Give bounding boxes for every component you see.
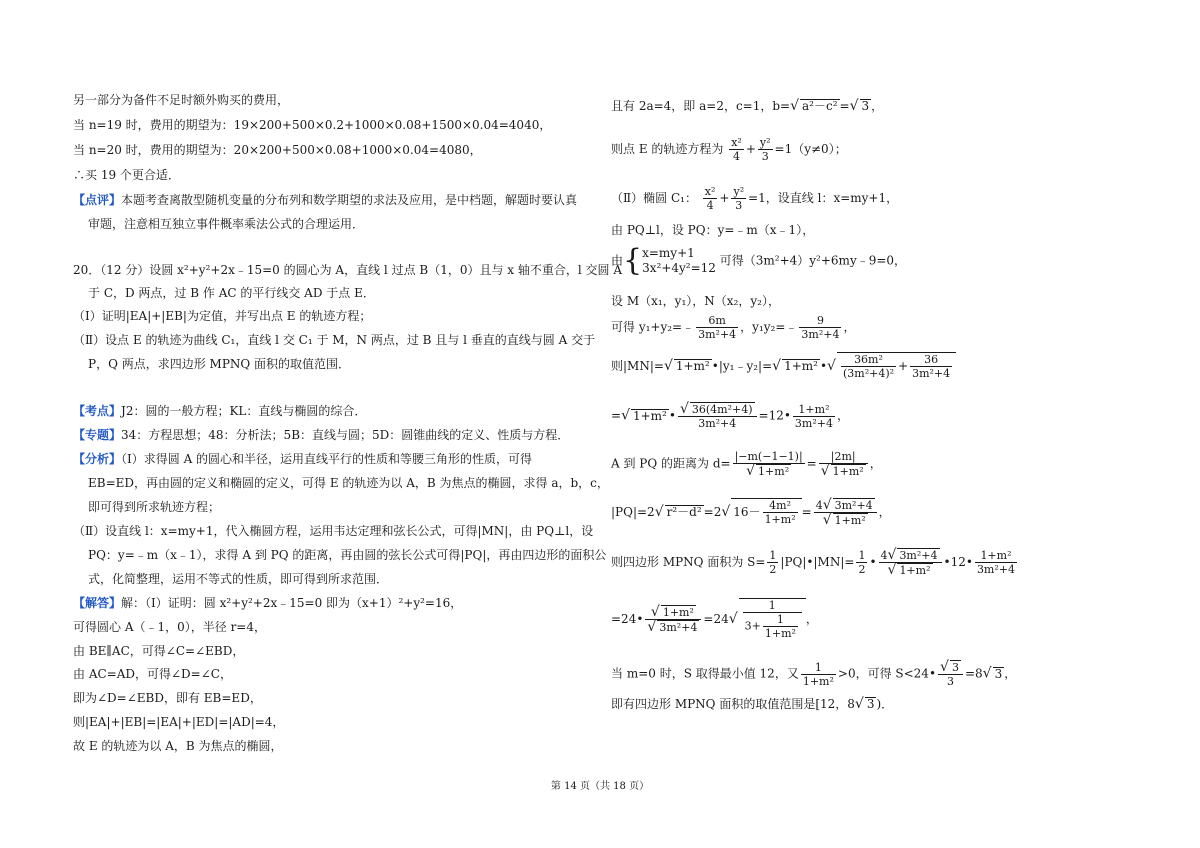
fraction bbox=[938, 660, 963, 688]
text-line: EB=ED，再由圆的定义和椭圆的定义，可得 E 的轨迹为以 A，B 为焦点的椭圆，求得 a，b，c， bbox=[88, 476, 609, 490]
fx-tag: 【分析】 bbox=[73, 452, 122, 466]
text: 可得 y₁+y₂=﹣ bbox=[611, 320, 695, 334]
formula-line bbox=[611, 598, 818, 640]
num: 4√ 3m²+4 bbox=[879, 548, 942, 563]
text: =1（y≠0）； bbox=[774, 142, 847, 156]
sqrt-body bbox=[731, 498, 801, 526]
num: 4√ 3m²+4 bbox=[814, 498, 877, 513]
den: √ 1+m² bbox=[746, 463, 790, 479]
text-line: 可得圆心 A（﹣1，0），半径 r=4， bbox=[73, 620, 266, 634]
formula-line: 则点 E 的轨迹方程为 $\frac{\text{x²}}{4}$ + $\frac{\text{y²}}{3}$ =1（y≠0）； bbox=[611, 136, 847, 163]
text-line: （Ⅱ）设直线 l：x=my+1，代入椭圆方程，运用韦达定理和弦长公式，可得|MN|，由 PQ⊥l，设 bbox=[73, 524, 594, 538]
text: 则点 E 的轨迹方程为 bbox=[611, 142, 724, 156]
fraction bbox=[814, 498, 877, 527]
den: 3m²+4 bbox=[698, 328, 737, 341]
num: x² bbox=[704, 185, 716, 198]
text: 当 m=0 时，S 取得最小值 12，又 bbox=[611, 666, 799, 681]
system bbox=[642, 246, 716, 276]
text: =8 bbox=[964, 666, 983, 681]
text: ， bbox=[878, 505, 891, 519]
fraction bbox=[733, 450, 805, 478]
knowledge-point bbox=[73, 403, 366, 419]
fraction bbox=[856, 549, 867, 576]
fx-text: （Ⅰ）求得圆 A 的圆心和半径，运用直线平行的性质和等腰三角形的性质，可得 bbox=[121, 452, 533, 466]
text: 由 bbox=[611, 253, 624, 268]
text: ，y₁y₂=﹣ bbox=[740, 320, 798, 334]
sqrt-body: 1+m² bbox=[632, 408, 667, 423]
fraction bbox=[801, 661, 836, 688]
den: 1+m² bbox=[764, 627, 796, 640]
review-section bbox=[73, 192, 577, 208]
num: 1 bbox=[743, 599, 802, 613]
den: 2 bbox=[858, 563, 866, 576]
review-tag: 【点评】 bbox=[73, 193, 122, 207]
num: 4m² bbox=[763, 499, 798, 513]
fraction bbox=[793, 403, 835, 430]
page-footer: 第 14 页（共 18 页） bbox=[550, 781, 650, 792]
text: ， bbox=[1004, 666, 1017, 681]
text: = bbox=[839, 99, 850, 113]
num: |−m(−1−1)| bbox=[734, 450, 803, 463]
text: ， bbox=[871, 99, 884, 113]
den: √ 1+m² bbox=[887, 562, 931, 578]
sqrt-body: r²－d² bbox=[666, 505, 702, 519]
kd-tag: 【考点】 bbox=[73, 404, 122, 418]
num: √ 3 bbox=[938, 660, 963, 675]
fraction bbox=[696, 314, 738, 341]
text-line: 由 AC=AD，可得∠D=∠C， bbox=[73, 667, 232, 681]
sqrt-body: 36(4m²+4) bbox=[691, 403, 753, 416]
text: ， bbox=[805, 612, 818, 626]
fraction bbox=[841, 353, 896, 380]
text-line: 则|EA|+|EB|=|EA|+|ED|=|AD|=4， bbox=[73, 715, 285, 729]
fraction bbox=[743, 599, 802, 640]
text: 且有 2a=4，即 a=2，c=1，b= bbox=[611, 99, 791, 113]
text: 即有四边形 MPNQ 面积的取值范围是[12，8 bbox=[611, 697, 855, 711]
den: √ 3m²+4 bbox=[647, 619, 698, 635]
sqrt-body: 3 bbox=[866, 697, 875, 711]
analysis bbox=[73, 451, 532, 467]
sqrt-body: 1+m² bbox=[675, 359, 710, 373]
fraction bbox=[799, 314, 841, 341]
fraction bbox=[819, 450, 868, 478]
num: 36m² bbox=[841, 353, 896, 367]
fraction bbox=[975, 549, 1017, 576]
sqrt-body: $\frac{\text{36m²}}{\text{(3m²+4)²}}$ + $\frac{36}{\text{3m²+4}}$ bbox=[837, 352, 956, 380]
text-line: 设 M（x₁，y₁），N（x₂，y₂）， bbox=[611, 294, 780, 308]
sqrt-symbol: √ bbox=[849, 98, 859, 114]
den: √ 1+m² bbox=[822, 512, 866, 528]
sqrt-symbol: √ bbox=[721, 504, 731, 520]
text: ， bbox=[836, 408, 849, 423]
text: 则四边形 MPNQ 面积为 S= bbox=[611, 555, 766, 569]
formula-line: （Ⅱ）椭圆 C₁： $\frac{\text{x²}}{4}$ + $\frac{\text{y²}}{3}$ =1，设直线 l：x=my+1， bbox=[611, 185, 899, 212]
text-line: 审题，注意相互独立事件概率乘法公式的合理运用． bbox=[88, 217, 365, 231]
sqrt-body: 1+m² bbox=[758, 465, 790, 478]
num: 9 bbox=[799, 314, 841, 328]
formula-line bbox=[611, 352, 956, 380]
den: 3m²+4 bbox=[794, 416, 833, 430]
sqrt-body: 1+m² bbox=[784, 359, 818, 373]
sqrt-symbol: √ bbox=[982, 665, 992, 682]
text-line: 由 BE∥AC，可得∠C=∠EBD， bbox=[73, 644, 245, 658]
den: 4 bbox=[733, 150, 741, 163]
num: 1 bbox=[763, 613, 798, 627]
text-line: 于 C，D 两点，过 B 作 AC 的平行线交 AD 于点 E． bbox=[88, 286, 375, 300]
den: 3+ $\frac{1}{\text{1+m²}}$ bbox=[744, 613, 796, 640]
equation: x=my+1 bbox=[642, 246, 695, 260]
sqrt-symbol: √ bbox=[772, 358, 782, 374]
den: 4 bbox=[706, 199, 714, 212]
sqrt-body: 3 bbox=[861, 99, 870, 113]
text-line: 另一部分为备件不足时额外购买的费用， bbox=[73, 93, 290, 107]
sqrt-body: 3m²+4 bbox=[659, 621, 698, 634]
zt-text: 34：方程思想；48：分析法；5B：直线与圆；5D：圆锥曲线的定义、性质与方程． bbox=[121, 428, 570, 442]
text-line: 当 n=20 时，费用的期望为：20×200+500×0.08+1000×0.04=4080， bbox=[73, 143, 482, 157]
text: = bbox=[611, 408, 622, 423]
den: √ 1+m² bbox=[820, 463, 864, 479]
sqrt-body: 3m²+4 bbox=[834, 499, 873, 512]
fraction bbox=[731, 185, 746, 212]
den: 3m²+4 bbox=[976, 563, 1015, 576]
den: 1+m² bbox=[802, 674, 834, 688]
brace: { bbox=[623, 243, 643, 278]
fraction bbox=[767, 549, 778, 576]
jd-text: 解：（Ⅰ）证明：圆 x²+y²+2x﹣15=0 即为（x+1）²+y²=16， bbox=[121, 596, 463, 610]
topic bbox=[73, 427, 569, 443]
num: 1+m² bbox=[793, 403, 835, 417]
text: 可得（3m²+4）y²+6my﹣9=0， bbox=[719, 253, 907, 268]
formula-line bbox=[611, 498, 891, 527]
num: y² bbox=[759, 136, 771, 149]
sqrt-symbol: √ bbox=[621, 407, 630, 424]
num: 1 bbox=[858, 549, 866, 562]
text-line: P，Q 两点，求四边形 MPNQ 面积的取值范围． bbox=[88, 357, 351, 371]
den: 3 bbox=[761, 150, 769, 163]
text-line: 即可得到所求轨迹方程； bbox=[88, 500, 221, 514]
formula-line bbox=[611, 402, 849, 430]
text: 16－ bbox=[733, 505, 761, 519]
solution bbox=[73, 595, 462, 611]
fraction bbox=[758, 136, 773, 163]
num: 6m bbox=[696, 314, 738, 328]
zt-tag: 【专题】 bbox=[73, 428, 122, 442]
text-line: 由 PQ⊥l，设 PQ：y=﹣m（x﹣1）， bbox=[611, 223, 815, 237]
fraction bbox=[729, 136, 744, 163]
text-line: （Ⅱ）设点 E 的轨迹为曲线 C₁，直线 l 交 C₁ 于 M，N 两点，过 B 且与 l 垂直的直线与圆 A 交于 bbox=[73, 333, 596, 347]
fraction bbox=[910, 353, 952, 380]
num: 36 bbox=[910, 353, 952, 367]
num: x² bbox=[731, 136, 742, 149]
text-line: （Ⅰ）证明|EA|+|EB|为定值，并写出点 E 的轨迹方程； bbox=[73, 309, 372, 323]
sqrt-symbol: √ bbox=[854, 696, 864, 712]
sqrt-body: 1+m² bbox=[832, 465, 864, 478]
den: 3 bbox=[946, 675, 954, 688]
review-text: 本题考查离散型随机变量的分布列和数学期望的求法及应用，是中档题，解题时要认真 bbox=[121, 193, 578, 207]
text: |PQ|•|MN|= bbox=[780, 555, 855, 569]
text: • bbox=[668, 408, 676, 423]
sqrt-symbol: √ bbox=[790, 98, 800, 114]
text-line: ∴买 19 个更合适． bbox=[73, 168, 180, 182]
text: • bbox=[869, 555, 877, 569]
text: =24 bbox=[703, 612, 729, 626]
text: >0，可得 S<24• bbox=[837, 666, 937, 681]
sqrt-body: 3 bbox=[994, 666, 1003, 681]
sqrt-body: 1+m² bbox=[662, 606, 694, 619]
text: |PQ|=2 bbox=[611, 505, 655, 519]
sqrt-symbol: √ bbox=[827, 358, 836, 374]
kd-text: J2：圆的一般方程；KL：直线与椭圆的综合． bbox=[121, 404, 367, 418]
text: =1，设直线 l：x=my+1， bbox=[748, 191, 899, 205]
num: |2m| bbox=[819, 450, 868, 464]
text: =24• bbox=[611, 612, 644, 626]
fraction bbox=[678, 402, 757, 430]
formula-line bbox=[611, 243, 907, 278]
text: A 到 PQ 的距离为 d= bbox=[611, 456, 731, 471]
text-line: 即为∠D=∠EBD，即有 EB=ED， bbox=[73, 691, 262, 705]
sqrt-body: 3m²+4 bbox=[899, 549, 938, 562]
question-20: 20．（12 分）设圆 x²+y²+2x﹣15=0 的圆心为 A，直线 l 过点 B（1，0）且与 x 轴不重合，l 交圆 A bbox=[73, 263, 623, 277]
text: （Ⅱ）椭圆 C₁： bbox=[611, 191, 697, 205]
num: √ 36(4m²+4) bbox=[678, 402, 757, 417]
den: 3m²+4 bbox=[698, 417, 737, 430]
sqrt-body: a²－c² bbox=[802, 99, 838, 113]
num: 1+m² bbox=[975, 549, 1017, 563]
den: 1+m² bbox=[764, 513, 796, 526]
sqrt-symbol: √ bbox=[728, 611, 738, 627]
fraction bbox=[879, 548, 942, 577]
den: 2 bbox=[769, 563, 777, 576]
fraction bbox=[645, 605, 701, 634]
num: y² bbox=[733, 185, 745, 198]
fraction bbox=[763, 499, 798, 526]
text: •12• bbox=[943, 555, 973, 569]
sqrt-symbol: √ bbox=[663, 358, 673, 374]
jd-tag: 【解答】 bbox=[73, 596, 122, 610]
text: = bbox=[801, 505, 812, 519]
num: 1 bbox=[801, 661, 836, 675]
formula-line bbox=[611, 450, 882, 478]
formula-line bbox=[611, 548, 1019, 577]
sqrt-symbol: √ bbox=[654, 504, 664, 520]
formula-line bbox=[611, 98, 883, 114]
sqrt-body: 3 bbox=[951, 661, 959, 674]
text-line: 式，化简整理，运用不等式的性质，即可得到所求范围． bbox=[88, 572, 389, 586]
den: 3m²+4 bbox=[801, 328, 840, 341]
sqrt-body: 1+m² bbox=[899, 564, 931, 577]
formula-line bbox=[611, 660, 1016, 688]
fraction bbox=[703, 185, 718, 212]
num: √ 1+m² bbox=[645, 605, 701, 620]
sqrt-body: 1+m² bbox=[834, 514, 866, 527]
den: 3m²+4 bbox=[912, 367, 951, 380]
den: 3 bbox=[735, 199, 743, 212]
text: ， bbox=[843, 320, 856, 334]
den: (3m²+4)² bbox=[842, 367, 895, 380]
text: = bbox=[806, 456, 817, 471]
text: •|y₁﹣y₂|= bbox=[711, 359, 773, 373]
text: • bbox=[819, 359, 828, 373]
text: 则|MN|= bbox=[611, 359, 664, 373]
formula-line bbox=[611, 696, 893, 712]
text-line: 故 E 的轨迹为以 A，B 为焦点的椭圆， bbox=[73, 739, 283, 753]
text-line: 当 n=19 时，费用的期望为：19×200+500×0.2+1000×0.08+1500×0.04=4040， bbox=[73, 118, 552, 132]
formula-line bbox=[611, 314, 856, 341]
text: =2 bbox=[703, 505, 722, 519]
num: 1 bbox=[769, 549, 777, 562]
sqrt-body bbox=[739, 598, 806, 640]
text: ， bbox=[869, 456, 882, 471]
text: )． bbox=[876, 697, 894, 711]
text: =12• bbox=[758, 408, 791, 423]
equation: 3x²+4y²=12 bbox=[642, 261, 716, 275]
text-line: PQ：y=﹣m（x﹣1），求得 A 到 PQ 的距离，再由圆的弦长公式可得|PQ|，再由四边形的面积公 bbox=[88, 548, 607, 562]
